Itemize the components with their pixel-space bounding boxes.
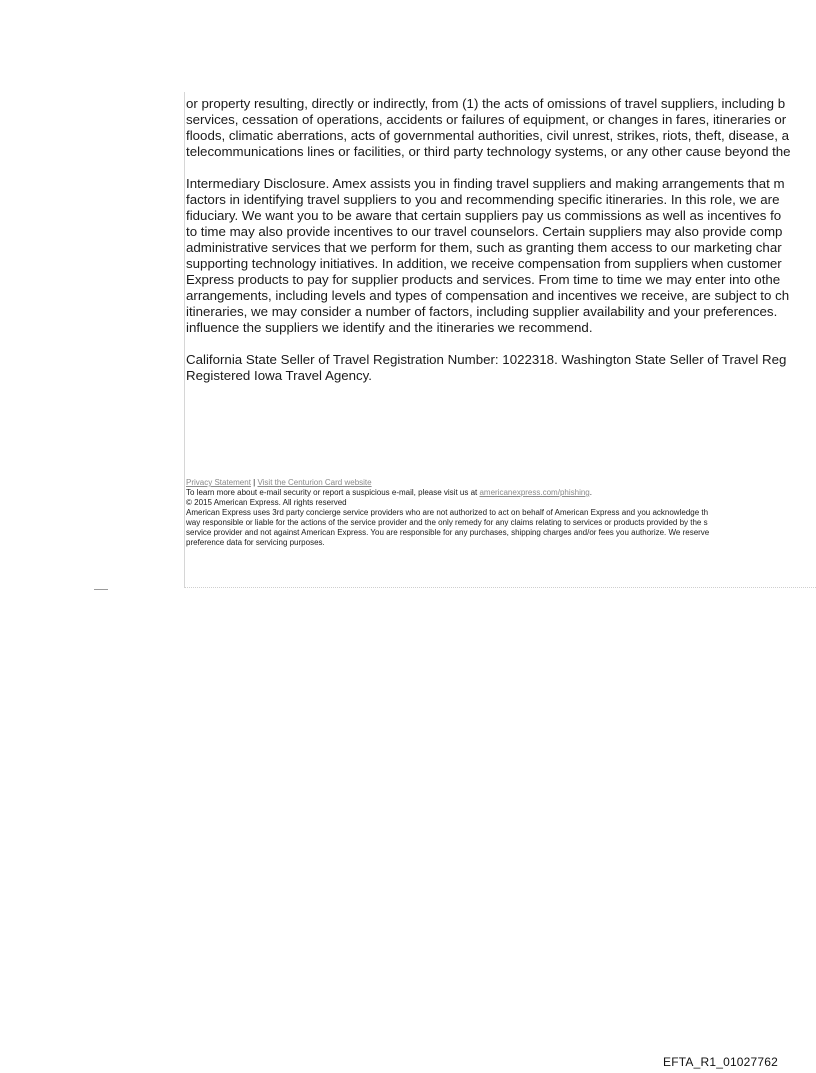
disclaimer-line: way responsible or liable for the actions of the service provider and the only remedy for any claims relating to services or products provided by the s xyxy=(186,518,708,527)
security-end: . xyxy=(589,488,592,497)
privacy-statement-link[interactable]: Privacy Statement xyxy=(186,478,251,487)
page-mark xyxy=(94,589,108,590)
email-footer xyxy=(186,478,816,548)
liability-paragraph xyxy=(186,96,816,160)
footer-links xyxy=(186,478,816,488)
intermediary-disclosure-paragraph xyxy=(186,176,816,336)
link-separator: | xyxy=(250,478,258,487)
document-id: EFTA_R1_01027762 xyxy=(663,1055,779,1069)
email-body xyxy=(186,96,816,384)
text-line: factors in identifying travel suppliers to you and recommending specific itineraries. In this role, we are xyxy=(186,192,780,207)
text-line: to time may also provide incentives to our travel counselors. Certain suppliers may also provide comp xyxy=(186,224,783,239)
text-line: or property resulting, directly or indirectly, from (1) the acts of omissions of travel suppliers, including b xyxy=(186,96,786,111)
text-line: supporting technology initiatives. In addition, we receive compensation from suppliers when customer xyxy=(186,256,782,271)
text-line: Intermediary Disclosure. Amex assists you in finding travel suppliers and making arrangements that m xyxy=(186,176,785,191)
disclaimer-line: preference data for servicing purposes. xyxy=(186,538,325,547)
text-line: Express products to pay for supplier products and services. From time to time we may enter into othe xyxy=(186,272,781,287)
disclaimer-line: American Express uses 3rd party concierge service providers who are not authorized to act on behalf of American Express and you acknowledge th xyxy=(186,508,709,517)
copyright: © 2015 American Express. All rights reserved xyxy=(186,498,347,507)
security-text: To learn more about e-mail security or report a suspicious e-mail, please visit us at xyxy=(186,488,480,497)
text-line: floods, climatic aberrations, acts of governmental authorities, civil unrest, strikes, riots, theft, disease, a xyxy=(186,128,790,143)
phishing-link[interactable]: americanexpress.com/phishing xyxy=(479,488,590,497)
text-line: services, cessation of operations, accidents or failures of equipment, or changes in fares, itineraries or xyxy=(186,112,787,127)
text-line: Registered Iowa Travel Agency. xyxy=(186,368,373,383)
text-line: arrangements, including levels and types of compensation and incentives we receive, are subject to ch xyxy=(186,288,790,303)
text-line: influence the suppliers we identify and the itineraries we recommend. xyxy=(186,320,593,335)
centurion-card-link[interactable]: Visit the Centurion Card website xyxy=(257,478,372,487)
text-line: California State Seller of Travel Registration Number: 1022318. Washington State Seller of Travel Reg xyxy=(186,352,787,367)
text-line: administrative services that we perform for them, such as granting them access to our marketing char xyxy=(186,240,782,255)
text-line: fiduciary. We want you to be aware that certain suppliers pay us commissions as well as incentives fo xyxy=(186,208,782,223)
text-line: telecommunications lines or facilities, or third party technology systems, or any other cause beyond the xyxy=(186,144,791,159)
security-notice xyxy=(186,488,816,498)
text-line: itineraries, we may consider a number of factors, including supplier availability and your preferences. xyxy=(186,304,778,319)
disclaimer-line: service provider and not against American Express. You are responsible for any purchases, shipping charges and/or fees you authorize. We reserve xyxy=(186,528,710,537)
seller-of-travel-paragraph xyxy=(186,352,816,384)
